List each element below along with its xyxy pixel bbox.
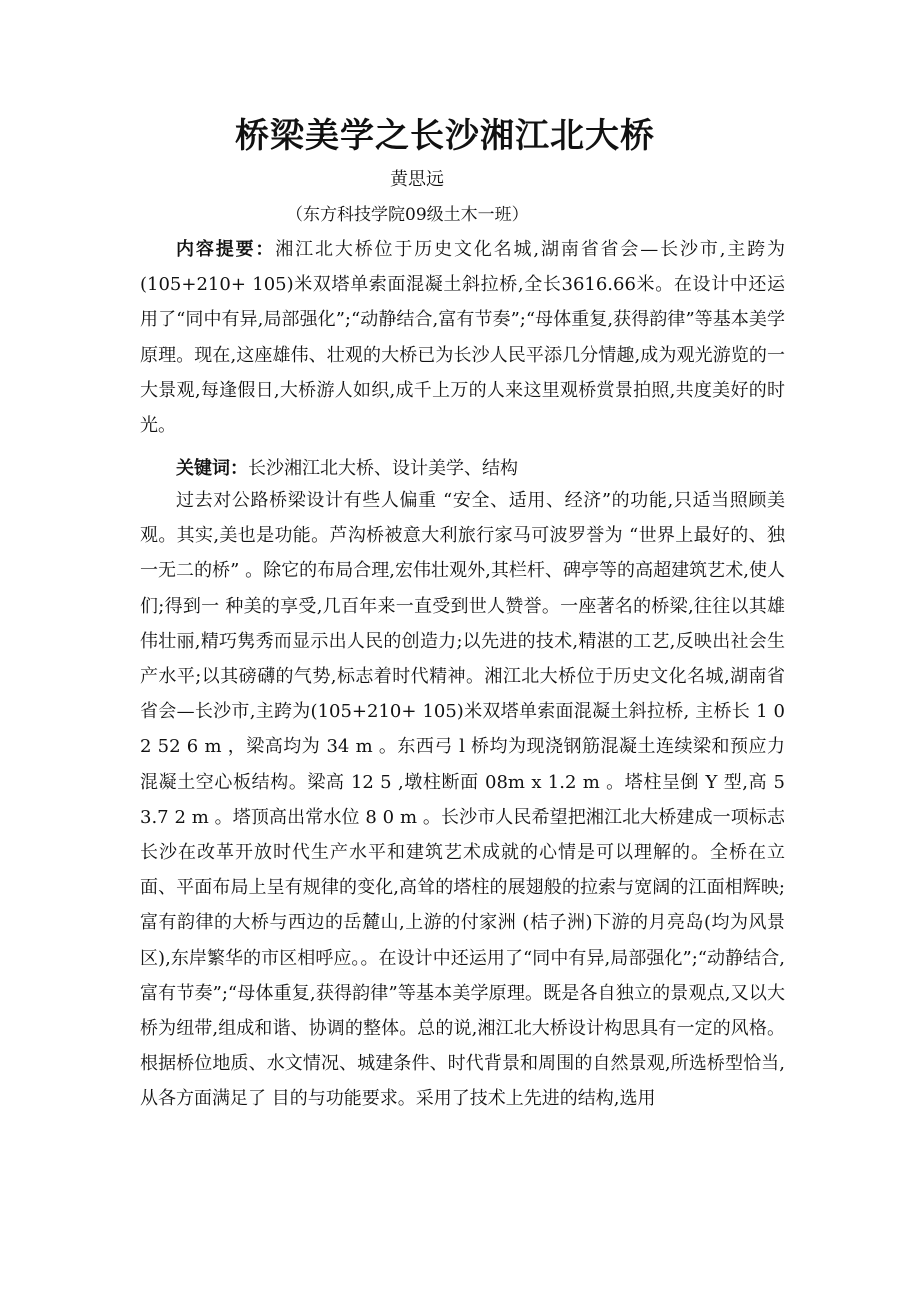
document-title: 桥梁美学之长沙湘江北大桥 (235, 116, 655, 156)
keywords-paragraph (140, 451, 785, 486)
abstract-paragraph (140, 232, 785, 443)
body-paragraph: 过去对公路桥梁设计有些人偏重 “安全、适用、经济”的功能,只适当照顾美观。其实,美也是功能。芦沟桥被意大利旅行家马可波罗誉为 “世界上最好的、独一无二的桥” 。除它的布局合理,宏伟壮观外,其栏杆、碑亭等的高超建筑艺术,使人们;得到一 种美的享受,几百年来一直受到世人赞誉。一座著名的桥梁,往往以其雄伟壮丽,精巧隽秀而显示出人民的创造力;以先进的技术,精湛的工艺,反映出社会生产水平;以其磅礴的气势,标志着时代精神。湘江北大桥位于历史文化名城,湖南省省会—长沙市,主跨为(105+210+ 105)米双塔单索面混凝土斜拉桥, 主桥长 1 0 2 52 6 m ，梁高均为 34 m 。东西弓 l 桥均为现浇钢筋混凝土连续梁和预应力混凝土空心板结构。梁高 12 5 ,墩柱断面 08m x 1.2 m 。塔柱呈倒 Y 型,高 5 3.7 2 m 。塔顶高出常水位 8 0 m 。长沙市人民希望把湘江北大桥建成一项标志长沙在改革开放时代生产水平和建筑艺术成就的心情是可以理解的。全桥在立面、平面布局上呈有规律的变化,高耸的塔柱的展翅般的拉索与宽阔的江面相辉映;富有韵律的大桥与西边的岳麓山,上游的付家洲 (桔子洲)下游的月亮岛(均为风景区),东岸繁华的市区相呼应。。在设计中还运用了“同中有异,局部强化”;“动静结合,富有节奏”;“母体重复,获得韵律”等基本美学原理。既是各自独立的景观点,又以大桥为纽带,组成和谐、协调的整体。总的说,湘江北大桥设计构思具有一定的风格。根据桥位地质、水文情况、城建条件、时代背景和周围的自然景观,所选桥型恰当,从各方面满足了 目的与功能要求。采用了技术上先进的结构,选用 (140, 490, 785, 1110)
abstract-label: 内容提要： (176, 239, 276, 260)
author-affiliation: （东方科技学院09级土木一班） (286, 205, 529, 225)
abstract-text: 湘江北大桥位于历史文化名城,湖南省省会—长沙市,主跨为(105+210+ 105)米双塔单索面混凝土斜拉桥,全长3616.66米。在设计中还运用了“同中有异,局部强化”;“动静结合,富有节奏”;“母体重复,获得韵律”等基本美学原理。现在,这座雄伟、壮观的大桥已为长沙人民平添几分情趣,成为观光游览的一大景观,每逢假日,大桥游人如织,成千上万的人来这里观桥赏景拍照,共度美好的时光。 (140, 239, 785, 437)
keywords-text: 长沙湘江北大桥、设计美学、结构 (248, 458, 518, 479)
author-name: 黄思远 (390, 169, 444, 190)
keywords-label: 关键词： (176, 458, 248, 479)
